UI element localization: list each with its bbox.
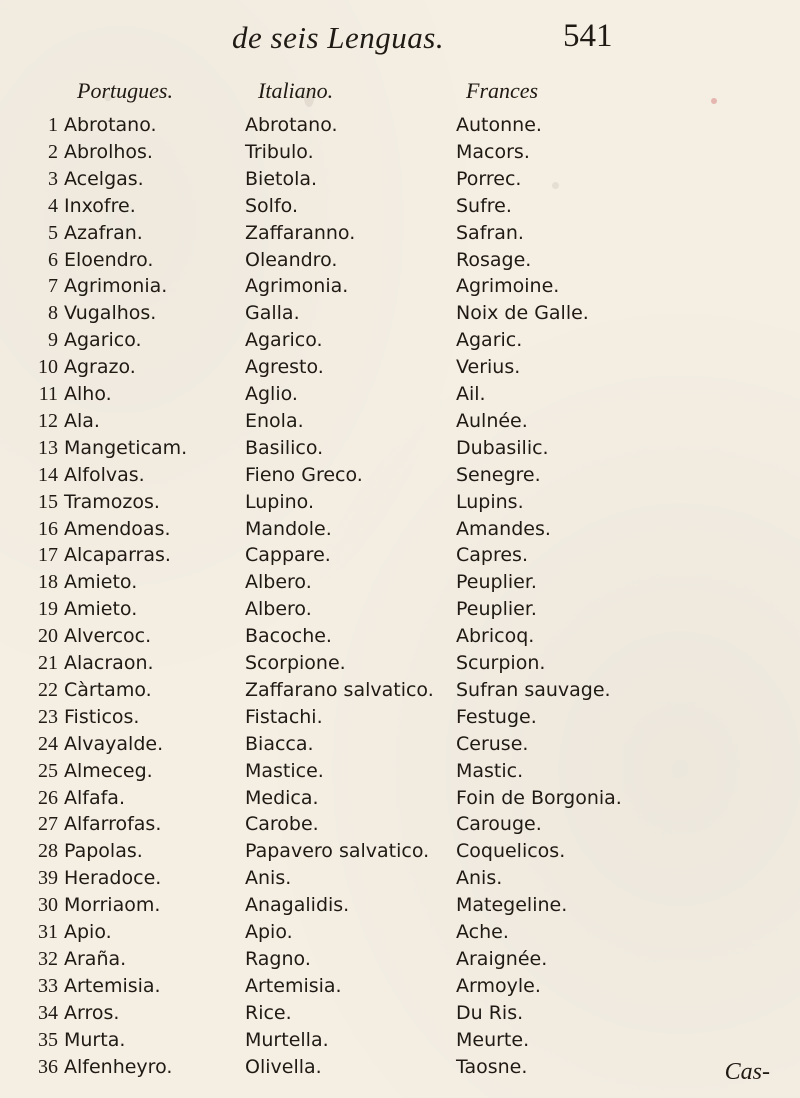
running-title: de seis Lenguas. bbox=[232, 20, 445, 55]
entry-number: 8 bbox=[48, 302, 58, 325]
italian-term: Biacca. bbox=[245, 732, 314, 755]
column-heading-italiano: Italiano. bbox=[258, 78, 334, 103]
french-term: Porrec. bbox=[456, 167, 522, 190]
french-term: Meurte. bbox=[456, 1028, 530, 1051]
portuguese-term: Papolas. bbox=[64, 840, 143, 863]
french-term: Verius. bbox=[456, 356, 521, 379]
italian-term: Cappare. bbox=[245, 544, 331, 567]
italian-term: Basilico. bbox=[245, 436, 324, 459]
vocabulary-row bbox=[0, 971, 800, 1001]
ink-blot bbox=[552, 182, 559, 189]
portuguese-term: Alfenheyro. bbox=[64, 1055, 173, 1078]
french-term: Peuplier. bbox=[456, 598, 537, 621]
entry-number: 4 bbox=[48, 194, 58, 217]
vocabulary-row bbox=[0, 460, 800, 490]
french-term: Sufre. bbox=[456, 194, 512, 217]
entry-number: 22 bbox=[38, 678, 58, 701]
french-term: Peuplier. bbox=[456, 571, 537, 594]
entry-number: 24 bbox=[38, 732, 58, 755]
portuguese-term: Eloendro. bbox=[64, 248, 154, 271]
portuguese-term: Azafran. bbox=[64, 221, 143, 244]
french-term: Ache. bbox=[456, 921, 509, 943]
portuguese-term: Morriaom. bbox=[64, 894, 161, 917]
french-term: Lupins. bbox=[456, 490, 524, 513]
french-term: Safran. bbox=[456, 221, 524, 244]
italian-term: Mastice. bbox=[245, 759, 324, 782]
portuguese-term: Alfolvas. bbox=[64, 463, 145, 486]
entry-number: 30 bbox=[38, 894, 58, 917]
ink-blot bbox=[711, 98, 717, 104]
portuguese-term: Amieto. bbox=[64, 598, 138, 621]
italian-term: Galla. bbox=[245, 302, 300, 325]
french-term: Agrimoine. bbox=[456, 275, 560, 298]
entry-number: 13 bbox=[38, 436, 58, 459]
vocabulary-row bbox=[0, 729, 800, 759]
portuguese-term: Alvercoc. bbox=[64, 625, 152, 648]
french-term: Macors. bbox=[456, 140, 530, 163]
french-term: Aulnée. bbox=[456, 409, 528, 432]
portuguese-term: Mangeticam. bbox=[64, 436, 188, 459]
vocabulary-row bbox=[0, 110, 800, 140]
vocabulary-row bbox=[0, 218, 800, 248]
vocabulary-row bbox=[0, 245, 800, 275]
entry-number: 33 bbox=[38, 974, 58, 997]
italian-term: Anagalidis. bbox=[245, 894, 350, 917]
french-term: Du Ris. bbox=[456, 1001, 524, 1024]
french-term: Agaric. bbox=[456, 329, 523, 352]
entry-number: 21 bbox=[38, 652, 58, 674]
italian-term: Fistachi. bbox=[245, 705, 323, 728]
entry-number: 3 bbox=[48, 167, 58, 190]
french-term: Scurpion. bbox=[456, 652, 546, 674]
ink-blot bbox=[104, 93, 112, 101]
portuguese-term: Fisticos. bbox=[64, 705, 140, 728]
italian-term: Albero. bbox=[245, 598, 312, 621]
entry-number: 1 bbox=[48, 114, 58, 136]
portuguese-term: Amendoas. bbox=[64, 517, 171, 540]
vocabulary-row bbox=[0, 137, 800, 167]
french-term: Rosage. bbox=[456, 248, 532, 271]
entry-number: 15 bbox=[38, 490, 58, 513]
french-term: Anis. bbox=[456, 867, 503, 890]
entry-number: 23 bbox=[38, 705, 58, 728]
vocabulary-row bbox=[0, 352, 800, 382]
italian-term: Papavero salvatico. bbox=[245, 840, 430, 863]
vocabulary-row bbox=[0, 594, 800, 624]
vocabulary-row bbox=[0, 621, 800, 651]
italian-term: Enola. bbox=[245, 409, 304, 432]
portuguese-term: Alfarrofas. bbox=[64, 813, 162, 836]
italian-term: Oleandro. bbox=[245, 248, 338, 271]
italian-term: Rice. bbox=[245, 1001, 292, 1024]
entry-number: 19 bbox=[38, 598, 58, 621]
french-term: Carouge. bbox=[456, 813, 542, 836]
portuguese-term: Alho. bbox=[64, 383, 112, 405]
french-term: Noix de Galle. bbox=[456, 302, 589, 325]
italian-term: Agarico. bbox=[245, 329, 323, 352]
french-term: Taosne. bbox=[456, 1055, 528, 1078]
italian-term: Carobe. bbox=[245, 813, 319, 836]
portuguese-term: Agrimonia. bbox=[64, 275, 168, 298]
french-term: Capres. bbox=[456, 544, 528, 567]
italian-term: Zaffaranno. bbox=[245, 221, 356, 244]
french-term: Foin de Borgonia. bbox=[456, 786, 622, 809]
portuguese-term: Amieto. bbox=[64, 571, 138, 594]
vocabulary-row bbox=[0, 998, 800, 1028]
french-term: Mastic. bbox=[456, 759, 524, 782]
italian-term: Lupino. bbox=[245, 490, 315, 513]
italian-term: Albero. bbox=[245, 571, 312, 594]
italian-term: Artemisia. bbox=[245, 974, 342, 997]
vocabulary-row bbox=[0, 917, 800, 947]
italian-term: Solfo. bbox=[245, 194, 298, 217]
vocabulary-row bbox=[0, 944, 800, 974]
french-term: Mategeline. bbox=[456, 894, 568, 917]
italian-term: Ragno. bbox=[245, 947, 311, 970]
entry-number: 18 bbox=[38, 571, 58, 594]
entry-number: 26 bbox=[38, 786, 58, 809]
entry-number: 27 bbox=[38, 813, 58, 836]
french-term: Senegre. bbox=[456, 463, 541, 486]
french-term: Festuge. bbox=[456, 705, 537, 728]
french-term: Abricoq. bbox=[456, 625, 535, 648]
italian-term: Agresto. bbox=[245, 356, 324, 379]
entry-number: 35 bbox=[38, 1028, 58, 1051]
french-term: Coquelicos. bbox=[456, 840, 566, 863]
vocabulary-row bbox=[0, 406, 800, 436]
vocabulary-row bbox=[0, 1052, 800, 1082]
entry-number: 28 bbox=[38, 840, 58, 863]
italian-term: Olivella. bbox=[245, 1055, 322, 1078]
portuguese-term: Agarico. bbox=[64, 329, 142, 352]
portuguese-term: Araña. bbox=[64, 947, 127, 970]
italian-term: Apio. bbox=[245, 921, 293, 943]
entry-number: 31 bbox=[38, 921, 58, 943]
portuguese-term: Inxofre. bbox=[64, 194, 136, 217]
italian-term: Medica. bbox=[245, 786, 319, 809]
french-term: Ceruse. bbox=[456, 732, 529, 755]
italian-term: Zaffarano salvatico. bbox=[245, 678, 434, 701]
vocabulary-row bbox=[0, 433, 800, 463]
entry-number: 2 bbox=[48, 140, 58, 163]
vocabulary-row bbox=[0, 836, 800, 866]
vocabulary-row bbox=[0, 567, 800, 597]
portuguese-term: Arros. bbox=[64, 1001, 120, 1024]
french-term: Dubasilic. bbox=[456, 436, 549, 459]
vocabulary-row bbox=[0, 379, 800, 409]
italian-term: Tribulo. bbox=[245, 140, 314, 163]
vocabulary-row bbox=[0, 863, 800, 893]
entry-number: 16 bbox=[38, 517, 58, 540]
italian-term: Scorpione. bbox=[245, 652, 346, 674]
vocabulary-row bbox=[0, 675, 800, 705]
vocabulary-row bbox=[0, 191, 800, 221]
portuguese-term: Vugalhos. bbox=[64, 302, 157, 325]
column-heading-portugues: Portugues. bbox=[77, 78, 173, 103]
portuguese-term: Alcaparras. bbox=[64, 544, 171, 567]
portuguese-term: Murta. bbox=[64, 1028, 126, 1051]
page-number: 541 bbox=[563, 18, 613, 54]
entry-number: 34 bbox=[38, 1001, 58, 1024]
portuguese-term: Abrotano. bbox=[64, 114, 157, 136]
portuguese-term: Alacraon. bbox=[64, 652, 154, 674]
french-term: Armoyle. bbox=[456, 974, 541, 997]
vocabulary-row bbox=[0, 809, 800, 839]
italian-term: Anis. bbox=[245, 867, 292, 890]
portuguese-term: Alfafa. bbox=[64, 786, 125, 809]
portuguese-term: Almeceg. bbox=[64, 759, 153, 782]
french-term: Ail. bbox=[456, 383, 486, 405]
entry-number: 32 bbox=[38, 947, 58, 970]
italian-term: Agrimonia. bbox=[245, 275, 349, 298]
entry-number: 12 bbox=[38, 409, 58, 432]
french-term: Autonne. bbox=[456, 114, 542, 136]
italian-term: Murtella. bbox=[245, 1028, 329, 1051]
portuguese-term: Artemisia. bbox=[64, 974, 161, 997]
french-term: Amandes. bbox=[456, 517, 551, 540]
entry-number: 6 bbox=[48, 248, 58, 271]
entry-number: 25 bbox=[38, 759, 58, 782]
vocabulary-row bbox=[0, 702, 800, 732]
entry-number: 5 bbox=[48, 221, 58, 244]
portuguese-term: Apio. bbox=[64, 921, 112, 943]
column-heading-frances: Frances bbox=[466, 78, 539, 103]
ink-blot bbox=[304, 89, 314, 107]
vocabulary-row bbox=[0, 540, 800, 570]
vocabulary-row bbox=[0, 1025, 800, 1055]
entry-number: 39 bbox=[38, 867, 58, 890]
vocabulary-row bbox=[0, 164, 800, 194]
vocabulary-row bbox=[0, 487, 800, 517]
portuguese-term: Agrazo. bbox=[64, 356, 136, 379]
vocabulary-row bbox=[0, 271, 800, 301]
portuguese-term: Tramozos. bbox=[64, 490, 160, 513]
entry-number: 9 bbox=[48, 329, 58, 352]
french-term: Araignée. bbox=[456, 947, 548, 970]
catchword: Cas- bbox=[724, 1059, 770, 1085]
italian-term: Aglio. bbox=[245, 383, 298, 405]
portuguese-term: Ala. bbox=[64, 409, 100, 432]
portuguese-term: Abrolhos. bbox=[64, 140, 153, 163]
portuguese-term: Heradoce. bbox=[64, 867, 162, 890]
italian-term: Abrotano. bbox=[245, 114, 338, 136]
vocabulary-row bbox=[0, 890, 800, 920]
vocabulary-row bbox=[0, 648, 800, 678]
portuguese-term: Acelgas. bbox=[64, 167, 144, 190]
vocabulary-row bbox=[0, 783, 800, 813]
entry-number: 17 bbox=[38, 544, 58, 567]
vocabulary-row bbox=[0, 756, 800, 786]
entry-number: 20 bbox=[38, 625, 58, 648]
vocabulary-row bbox=[0, 325, 800, 355]
vocabulary-row bbox=[0, 514, 800, 544]
portuguese-term: Alvayalde. bbox=[64, 732, 164, 755]
vocabulary-row bbox=[0, 298, 800, 328]
italian-term: Bietola. bbox=[245, 167, 318, 190]
italian-term: Mandole. bbox=[245, 517, 332, 540]
entry-number: 10 bbox=[38, 356, 58, 379]
portuguese-term: Càrtamo. bbox=[64, 678, 152, 701]
entry-number: 14 bbox=[38, 463, 58, 486]
entry-number: 36 bbox=[38, 1055, 58, 1078]
italian-term: Fieno Greco. bbox=[245, 463, 363, 486]
italian-term: Bacoche. bbox=[245, 625, 332, 648]
entry-number: 7 bbox=[48, 275, 58, 298]
entry-number: 11 bbox=[38, 383, 58, 405]
french-term: Sufran sauvage. bbox=[456, 678, 611, 701]
